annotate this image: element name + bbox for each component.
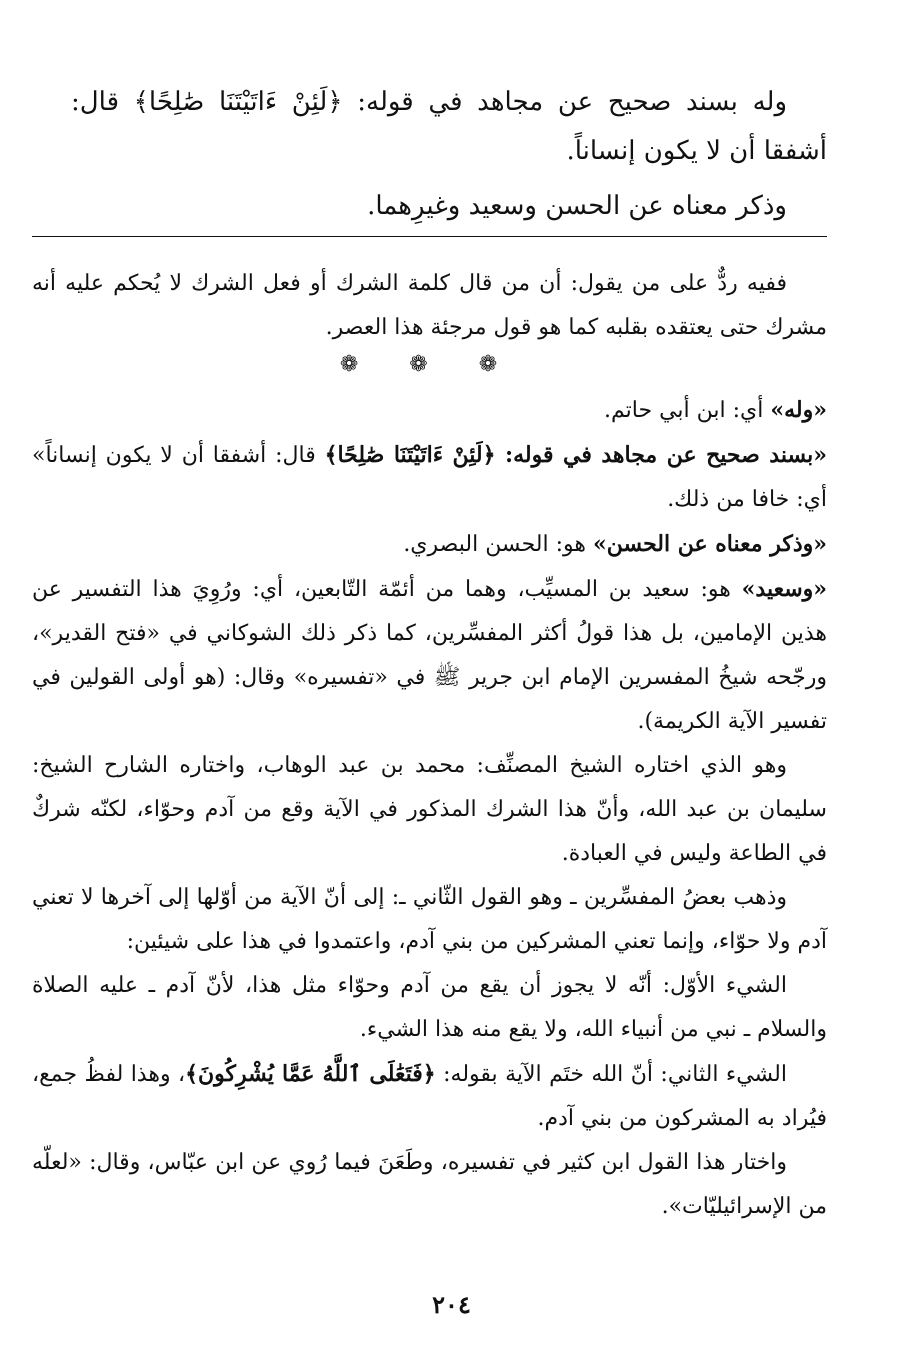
commentary-paragraph-3 <box>32 433 827 522</box>
main-paragraph-2: وذكر معناه عن الحسن وسعيد وغيرِهما. <box>367 191 787 221</box>
explanation: الشيء الثاني: أنّ الله ختَم الآية بقوله: <box>435 1062 787 1087</box>
quran-verse: ﴿لَئِنْ ءَاتَيْتَنَا صَٰلِحًا﴾ <box>324 442 496 468</box>
explanation: هو: سعيد بن المسيِّب، وهما من أئمّة التّابعين، أي: ورُوِيَ هذا التفسير عن هذين الإمامين، بل هذا قولُ أكثر المفسِّرين، كما ذكر ذلك الشوكاني في «فتح القدير»، ورجّحه شيخُ المفسرين الإمام ابن جرير ﷺ في «تفسيره» وقال: (هو أولى القولين في تفسير الآية الكريمة). <box>32 577 827 734</box>
explanation: ، وهذا لفظُ جمع، فيُراد به المشركون من بني آدم. <box>32 1062 827 1131</box>
commentary-paragraph-4 <box>32 522 827 567</box>
quoted-phrase: «بسند صحيح عن مجاهد في قوله: <box>495 442 827 468</box>
quoted-phrase: «وذكر معناه عن الحسن» <box>592 531 827 557</box>
quoted-phrase: «وسعيد» <box>741 576 827 602</box>
commentary-text <box>32 262 827 1229</box>
quoted-phrase: «وله» <box>770 397 827 423</box>
commentary-paragraph-5 <box>32 567 827 744</box>
explanation: هو: الحسن البصري. <box>403 532 593 557</box>
commentary-paragraph-8: الشيء الأوّل: أنّه لا يجوز أن يقع من آدم وحوّاء مثل هذا، لأنّ آدم ـ عليه الصلاة والسلام ـ نبي من أنبياء الله، ولا يقع منه هذا الشيء. <box>32 973 827 1042</box>
explanation: أي: ابن أبي حاتم. <box>604 398 771 423</box>
commentary-paragraph-10: واختار هذا القول ابن كثير في تفسيره، وطَعَنَ فيما رُوي عن ابن عبّاس، وقال: «لعلّه من الإسرائيليّات». <box>32 1150 827 1219</box>
main-text <box>71 78 827 237</box>
main-paragraph-1: وله بسند صحيح عن مجاهد في قوله: ﴿لَئِنْ ءَاتَيْتَنَا صَٰلِحًا﴾ قال: أشفقا أن لا يكون إنساناً. <box>71 87 827 166</box>
page-number: ٢٠٤ <box>432 1290 471 1319</box>
footnote-divider <box>32 236 827 237</box>
commentary-paragraph-2 <box>32 388 827 433</box>
ornament-separator: ❁ ❁ ❁ <box>339 352 520 377</box>
explanation: قال: أشفقا أن لا يكون إنساناً» أي: خافا من ذلك. <box>32 443 827 512</box>
quran-verse: ﴿فَتَعَٰلَى ٱللَّهُ عَمَّا يُشْرِكُونَ﴾ <box>185 1061 436 1087</box>
commentary-paragraph-1: ففيه ردٌّ على من يقول: أن من قال كلمة الشرك أو فعل الشرك لا يُحكم عليه أنه مشرك حتى يعتقده بقلبه كما هو قول مرجئة هذا العصر. <box>32 271 827 340</box>
commentary-paragraph-6: وهو الذي اختاره الشيخ المصنِّف: محمد بن عبد الوهاب، واختاره الشارح الشيخ: سليمان بن عبد الله، وأنّ هذا الشرك المذكور في الآية وقع من آدم وحوّاء، لكنّه شركٌ في الطاعة وليس في العبادة. <box>32 753 827 866</box>
commentary-paragraph-7: وذهب بعضُ المفسِّرين ـ وهو القول الثّاني ـ: إلى أنّ الآية من أوّلها إلى آخرها لا تعني آدم ولا حوّاء، وإنما تعني المشركين من بني آدم، واعتمدوا في هذا على شيئين: <box>32 885 827 954</box>
commentary-paragraph-9 <box>32 1052 827 1141</box>
